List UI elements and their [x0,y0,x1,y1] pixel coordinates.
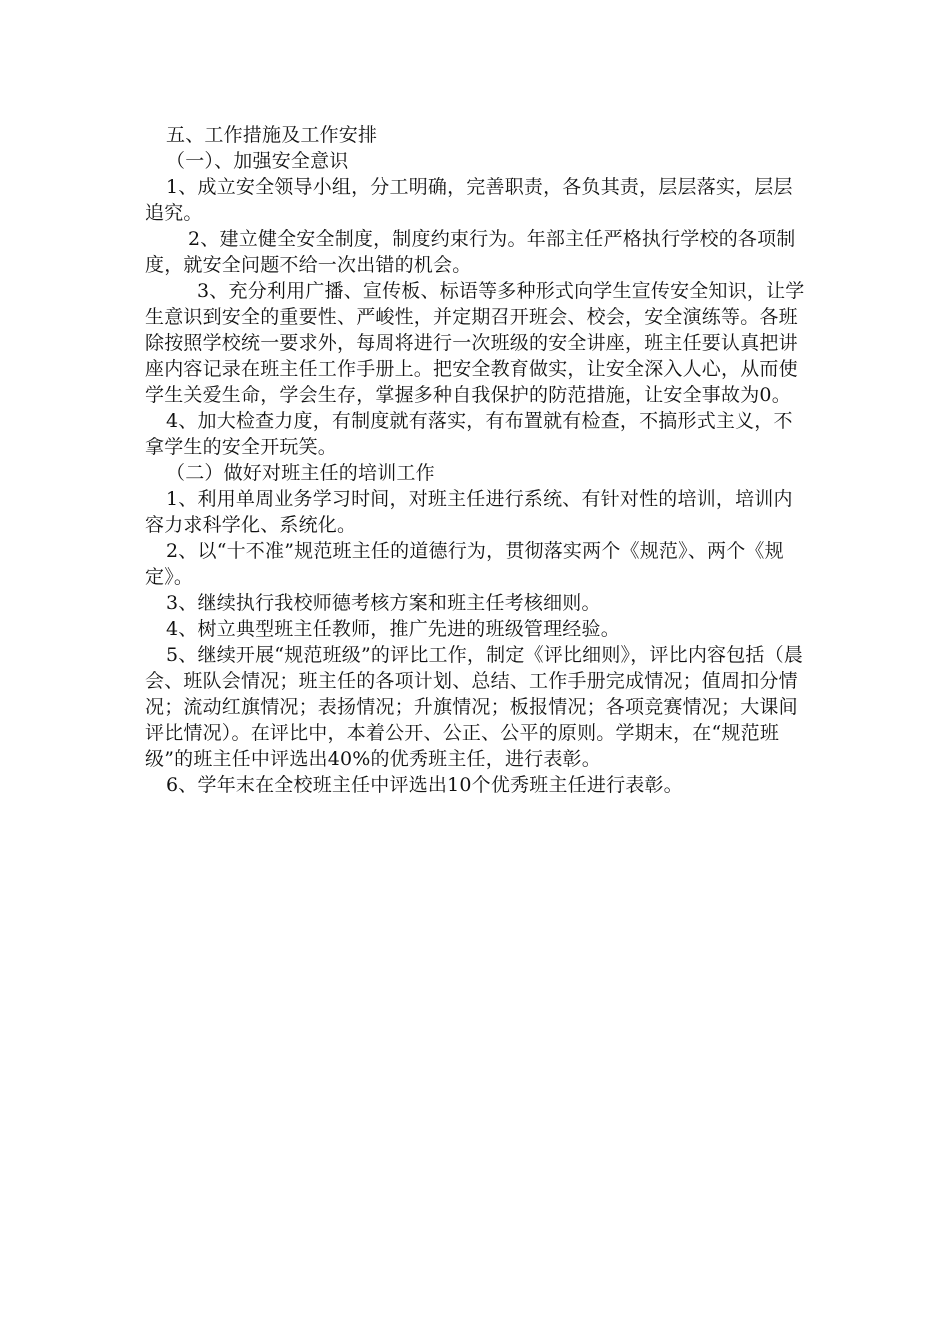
paragraph-safety-1: 1、成立安全领导小组，分工明确，完善职责，各负其责，层层落实，层层追究。 [145,176,793,224]
paragraph-training-1: 1、利用单周业务学习时间，对班主任进行系统、有针对性的培训，培训内容力求科学化、系统化。 [145,488,793,536]
section-title: 五、工作措施及工作安排 [166,124,378,146]
paragraph-training-4: 4、树立典型班主任教师，推广先进的班级管理经验。 [166,618,620,640]
paragraph-safety-3: 3、充分利用广播、宣传板、标语等多种形式向学生宣传安全知识，让学生意识到安全的重要性、严峻性，并定期召开班会、校会，安全演练等。各班除按照学校统一要求外，每周将进行一次班级的安全讲座，班主任要认真把讲座内容记录在班主任工作手册上。把安全教育做实，让安全深入人心，从而使学生关爱生命，学会生存，掌握多种自我保护的防范措施，让安全事故为0。 [145,280,805,406]
paragraph-safety-4: 4、加大检查力度，有制度就有落实，有布置就有检查，不搞形式主义，不拿学生的安全开玩笑。 [145,410,793,458]
document-body [145,122,810,798]
subsection-title-training: （二）做好对班主任的培训工作 [166,462,435,484]
subsection-title-safety: （一）、加强安全意识 [166,150,349,172]
paragraph-training-5: 5、继续开展“规范班级”的评比工作，制定《评比细则》，评比内容包括（晨会、班队会情况；班主任的各项计划、总结、工作手册完成情况；值周扣分情况；流动红旗情况；表扬情况；升旗情况；板报情况；各项竞赛情况；大课间评比情况）。在评比中，本着公开、公正、公平的原则。学期末，在“规范班级”的班主任中评选出40%的优秀班主任，进行表彰。 [145,644,804,770]
paragraph-safety-2: 2、建立健全安全制度，制度约束行为。年部主任严格执行学校的各项制度，就安全问题不给一次出错的机会。 [145,228,796,276]
paragraph-training-3: 3、继续执行我校师德考核方案和班主任考核细则。 [166,592,601,614]
paragraph-training-6: 6、学年末在全校班主任中评选出10个优秀班主任进行表彰。 [166,774,683,796]
paragraph-training-2: 2、以“十不准”规范班主任的道德行为，贯彻落实两个《规范》、两个《规定》。 [145,540,784,588]
